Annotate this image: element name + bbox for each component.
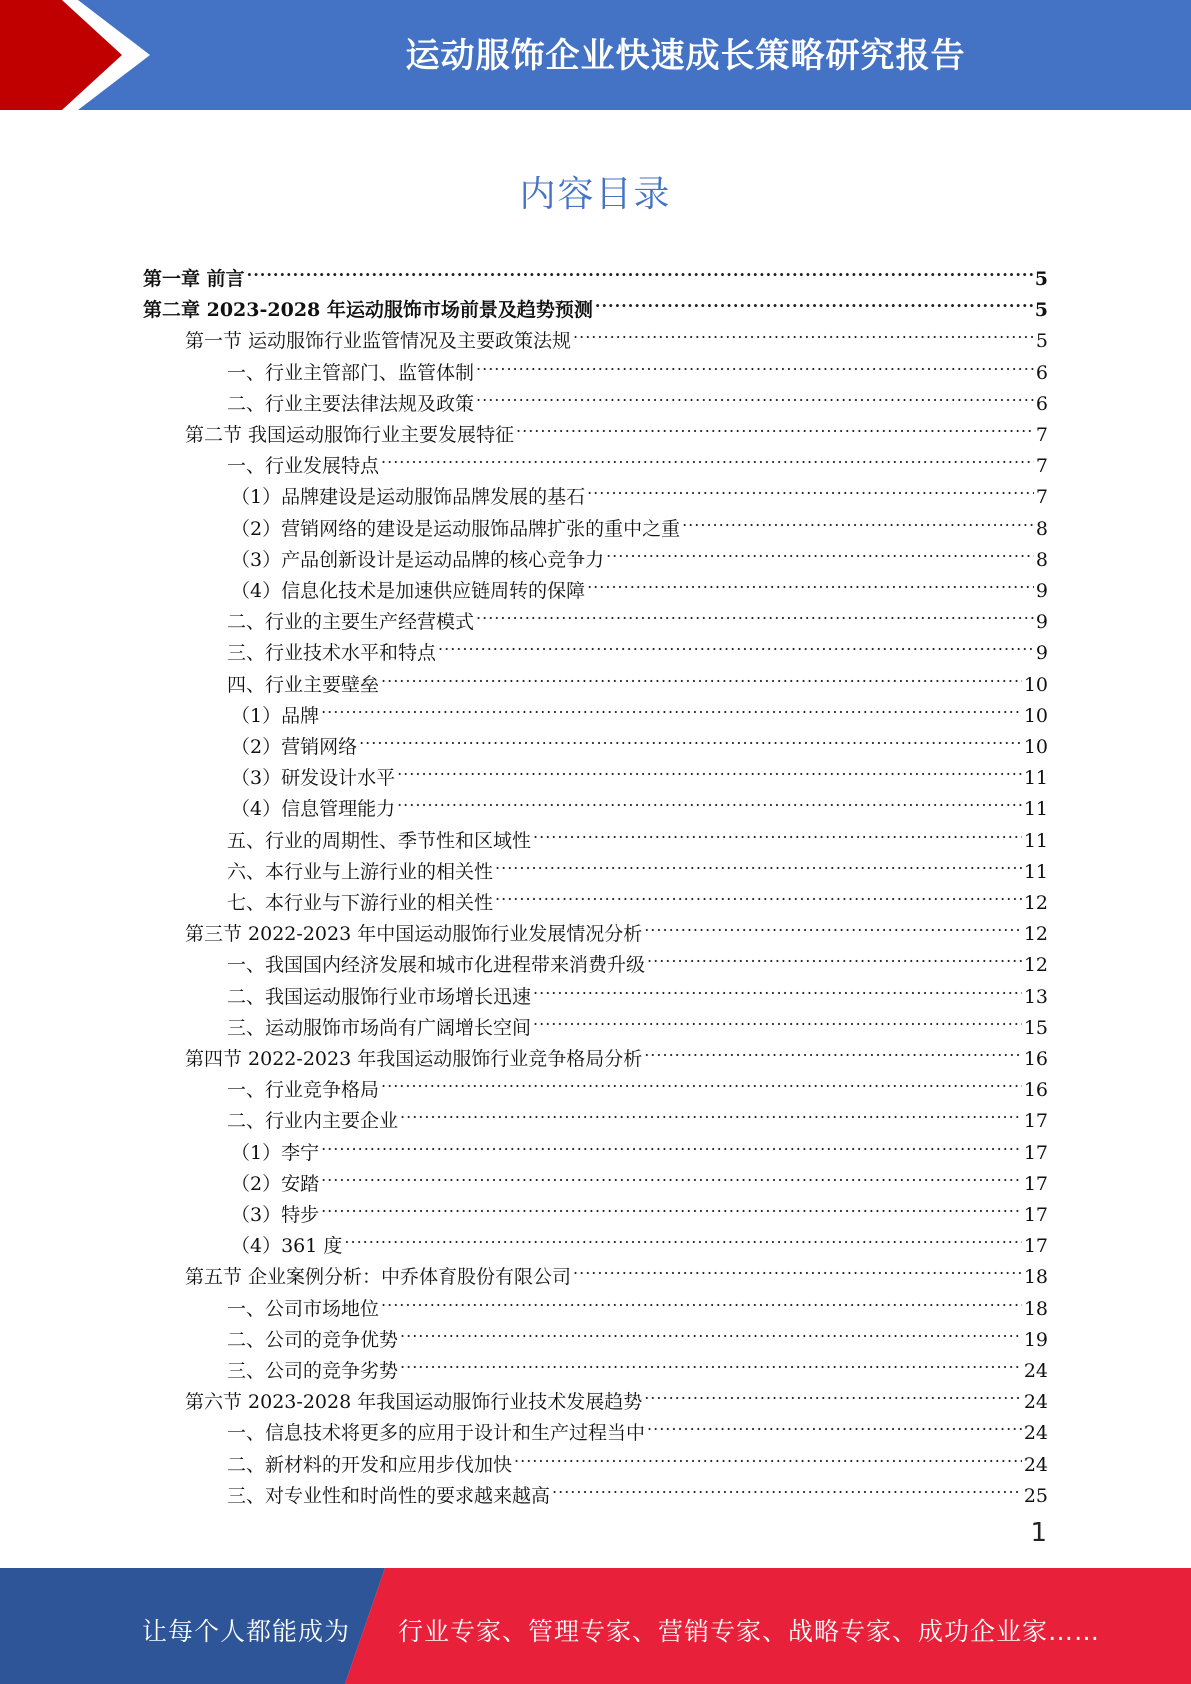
toc-entry[interactable] [231, 691, 1048, 727]
toc-dot-leader [381, 1065, 1022, 1096]
toc-entry-label: （2）安踏 [231, 1172, 320, 1195]
toc-dot-leader [682, 504, 1034, 535]
toc-entry-label: 六、本行业与上游行业的相关性 [227, 860, 494, 883]
toc-entry-label: 三、行业技术水平和特点 [227, 642, 437, 665]
toc-entry-page: 17 [1023, 1235, 1048, 1258]
toc-dot-leader [495, 878, 1022, 909]
toc-entry-label: 二、行业内主要企业 [227, 1110, 399, 1133]
toc-dot-leader [606, 535, 1034, 566]
report-title: 运动服饰企业快速成长策略研究报告 [405, 36, 966, 76]
toc-entry[interactable] [231, 535, 1048, 571]
toc-dot-leader [647, 1408, 1022, 1439]
toc-dot-leader [514, 1440, 1022, 1471]
toc-entry-page: 11 [1023, 829, 1048, 852]
toc-entry[interactable] [231, 1128, 1048, 1164]
toc-dot-leader [533, 816, 1022, 847]
toc-entry-page: 5 [1034, 268, 1048, 290]
page-number: 1 [1030, 1518, 1047, 1548]
toc-entry-page: 9 [1035, 642, 1048, 665]
toc-entry-page: 16 [1023, 1079, 1048, 1102]
footer-slogan-right: 行业专家、管理专家、营销专家、战略专家、成功企业家…… [398, 1617, 1101, 1646]
toc-entry-label: （4）信息化技术是加速供应链周转的保障 [231, 580, 586, 602]
toc-entry-label: 五、行业的周期性、季节性和区域性 [227, 829, 532, 852]
toc-entry-label: 三、对专业性和时尚性的要求越来越高 [227, 1484, 551, 1507]
toc-entry[interactable] [227, 1284, 1048, 1320]
toc-entry-page: 19 [1023, 1328, 1048, 1351]
toc-entry[interactable] [185, 909, 1048, 946]
toc-entry-page: 11 [1023, 798, 1048, 821]
toc-entry[interactable] [227, 348, 1048, 384]
toc-dot-leader [321, 1159, 1022, 1190]
toc-dot-leader [476, 597, 1034, 628]
toc-entry-page: 24 [1023, 1422, 1048, 1445]
toc-entry-label: （2）营销网络的建设是运动服饰品牌扩张的重中之重 [231, 517, 681, 540]
toc-entry-page: 18 [1023, 1266, 1048, 1289]
toc-dot-leader [533, 1003, 1022, 1034]
toc-entry[interactable] [227, 816, 1048, 852]
toc-entry-page: 11 [1023, 767, 1048, 790]
toc-entry-page: 12 [1023, 892, 1048, 914]
toc-entry[interactable] [231, 472, 1048, 509]
toc-dot-leader [552, 1471, 1022, 1502]
toc-entry-label: （3）产品创新设计是运动品牌的核心竞争力 [231, 548, 605, 571]
toc-entry-page: 7 [1035, 424, 1048, 446]
toc-dot-leader [400, 1096, 1022, 1127]
toc-entry[interactable] [227, 1471, 1048, 1507]
toc-entry-label: 三、运动服饰市场尚有广阔增长空间 [227, 1016, 532, 1039]
toc-dot-leader [359, 722, 1022, 753]
toc-dot-leader [476, 379, 1034, 410]
toc-entry-page: 5 [1034, 299, 1048, 322]
toc-entry-label: 第三节 2022-2023 年中国运动服饰行业发展情况分析 [185, 923, 643, 946]
toc-entry-label: 一、行业竞争格局 [227, 1079, 380, 1102]
toc-entry-page: 8 [1035, 548, 1048, 571]
red-arrow-decoration [0, 0, 180, 110]
toc-entry-label: 七、本行业与下游行业的相关性 [227, 892, 494, 914]
toc-entry[interactable] [227, 1346, 1048, 1382]
toc-dot-leader [344, 1221, 1021, 1252]
toc-entry-label: （4）信息管理能力 [231, 798, 396, 821]
toc-entry[interactable] [185, 1377, 1048, 1414]
toc-dot-leader [381, 441, 1034, 472]
toc-entry-label: 第一章 前言 [143, 268, 245, 290]
toc-dot-leader [476, 348, 1034, 379]
toc-entry-page: 24 [1023, 1453, 1048, 1476]
toc-dot-leader [587, 566, 1034, 597]
toc-entry-page: 13 [1023, 985, 1048, 1008]
toc-entry-page: 16 [1023, 1048, 1048, 1070]
toc-dot-leader [644, 1034, 1022, 1065]
toc-entry[interactable] [231, 504, 1048, 540]
toc-entry[interactable] [143, 285, 1048, 322]
toc-entry-page: 6 [1035, 361, 1048, 384]
toc-entry-page: 9 [1035, 580, 1048, 602]
toc-entry-label: 一、我国国内经济发展和城市化进程带来消费升级 [227, 954, 646, 977]
toc-entry-page: 5 [1035, 330, 1048, 353]
toc-entry[interactable] [231, 1190, 1048, 1226]
toc-entry-page: 10 [1023, 704, 1048, 727]
toc-entry-label: （1）品牌 [231, 704, 320, 727]
toc-entry-label: （1）品牌建设是运动服饰品牌发展的基石 [231, 486, 586, 509]
toc-dot-leader [321, 1190, 1022, 1221]
toc-entry[interactable] [227, 878, 1048, 914]
toc-entry-page: 17 [1023, 1110, 1048, 1133]
toc-entry[interactable] [227, 1408, 1048, 1445]
toc-heading: 内容目录 [519, 174, 672, 215]
toc-dot-leader [516, 410, 1034, 441]
toc-dot-leader [573, 316, 1034, 347]
toc-dot-leader [321, 1128, 1022, 1159]
toc-dot-leader [381, 660, 1022, 691]
footer-slogan-left: 让每个人都能成为 [142, 1617, 351, 1646]
toc-dot-leader [644, 909, 1022, 940]
toc-dot-leader [573, 1252, 1022, 1283]
toc-entry-page: 12 [1023, 954, 1048, 977]
toc-entry[interactable] [231, 1221, 1048, 1258]
toc-dot-leader [587, 472, 1034, 503]
toc-entry[interactable] [231, 1159, 1048, 1195]
toc-entry[interactable] [227, 441, 1048, 478]
report-footer [0, 1568, 1191, 1684]
toc-entry-label: 二、新材料的开发和应用步伐加快 [227, 1453, 513, 1476]
toc-entry[interactable] [227, 1003, 1048, 1039]
toc-entry-page: 17 [1023, 1204, 1048, 1226]
toc-entry[interactable] [227, 1065, 1048, 1102]
toc-entry-page: 15 [1023, 1016, 1048, 1039]
toc-dot-leader [400, 1315, 1022, 1346]
toc-entry[interactable] [185, 1252, 1048, 1289]
toc-dot-leader [644, 1377, 1022, 1408]
toc-entry[interactable] [185, 316, 1048, 353]
toc-dot-leader [397, 784, 1022, 815]
toc-dot-leader [595, 285, 1033, 316]
toc-dot-leader [438, 628, 1034, 659]
toc-entry-label: （3）研发设计水平 [231, 767, 396, 790]
toc-entry[interactable] [185, 1034, 1048, 1070]
toc-entry-label: 一、信息技术将更多的应用于设计和生产过程当中 [227, 1422, 646, 1445]
toc-entry-page: 24 [1023, 1391, 1048, 1414]
toc-entry[interactable] [227, 597, 1048, 634]
toc-entry-label: （3）特步 [231, 1204, 320, 1226]
toc-entry-page: 10 [1023, 673, 1048, 696]
toc-entry[interactable] [227, 972, 1048, 1008]
toc-entry[interactable] [227, 847, 1048, 883]
toc-entry[interactable] [231, 784, 1048, 821]
toc-entry-page: 11 [1023, 860, 1048, 883]
toc-entry-page: 17 [1023, 1172, 1048, 1195]
toc-entry-label: 第二节 我国运动服饰行业主要发展特征 [185, 424, 515, 446]
toc-entry-label: （1）李宁 [231, 1141, 320, 1164]
toc-entry[interactable] [227, 1096, 1048, 1133]
toc-entry-label: 三、公司的竞争劣势 [227, 1360, 399, 1382]
toc-entry-page: 18 [1023, 1297, 1048, 1320]
toc-entry-label: 一、行业主管部门、监管体制 [227, 361, 475, 384]
toc-dot-leader [397, 753, 1022, 784]
toc-entry-label: （4）361 度 [231, 1235, 343, 1258]
toc-entry-page: 6 [1035, 392, 1048, 415]
toc-entry-page: 7 [1035, 455, 1048, 478]
toc-entry-label: 二、行业的主要生产经营模式 [227, 611, 475, 634]
toc-entry[interactable] [231, 566, 1048, 602]
toc-entry-page: 7 [1035, 486, 1048, 509]
toc-entry-page: 25 [1023, 1484, 1048, 1507]
toc-entry-label: 一、行业发展特点 [227, 455, 380, 478]
toc-entry-page: 17 [1023, 1141, 1048, 1164]
toc-entry-label: 第二章 2023-2028 年运动服饰市场前景及趋势预测 [143, 299, 593, 322]
toc-dot-leader [533, 972, 1022, 1003]
toc-entry-label: 第五节 企业案例分析：中乔体育股份有限公司 [185, 1266, 572, 1289]
toc-entry[interactable] [227, 628, 1048, 665]
toc-entry-label: 第六节 2023-2028 年我国运动服饰行业技术发展趋势 [185, 1391, 643, 1414]
toc-entry[interactable] [231, 722, 1048, 758]
toc-entry-label: 第四节 2022-2023 年我国运动服饰行业竞争格局分析 [185, 1048, 643, 1070]
toc-entry[interactable] [185, 410, 1048, 446]
toc-dot-leader [495, 847, 1022, 878]
toc-entry-label: 二、行业主要法律法规及政策 [227, 392, 475, 415]
toc-dot-leader [647, 940, 1022, 971]
toc-entry[interactable] [227, 379, 1048, 415]
toc-entry-page: 10 [1023, 736, 1048, 758]
toc-entry[interactable] [227, 660, 1048, 696]
toc-entry[interactable] [227, 940, 1048, 977]
toc-entry-label: 一、公司市场地位 [227, 1297, 380, 1320]
toc-entry-page: 9 [1035, 611, 1048, 634]
toc-entry-label: 四、行业主要壁垒 [227, 673, 380, 696]
toc-dot-leader [321, 691, 1022, 722]
toc-dot-leader [247, 254, 1033, 285]
toc-entry[interactable] [143, 254, 1048, 290]
toc-entry-label: 第一节 运动服饰行业监管情况及主要政策法规 [185, 330, 572, 353]
toc-dot-leader [400, 1346, 1022, 1377]
toc-entry[interactable] [227, 1440, 1048, 1476]
toc-entry-label: （2）营销网络 [231, 736, 358, 758]
toc-entry-page: 12 [1023, 923, 1048, 946]
report-header [0, 0, 1191, 110]
toc-entry-page: 24 [1023, 1360, 1048, 1382]
toc-entry-label: 二、公司的竞争优势 [227, 1328, 399, 1351]
toc-dot-leader [381, 1284, 1022, 1315]
toc-entry[interactable] [231, 753, 1048, 790]
toc-entry-label: 二、我国运动服饰行业市场增长迅速 [227, 985, 532, 1008]
toc-entry[interactable] [227, 1315, 1048, 1351]
toc-entry-page: 8 [1035, 517, 1048, 540]
